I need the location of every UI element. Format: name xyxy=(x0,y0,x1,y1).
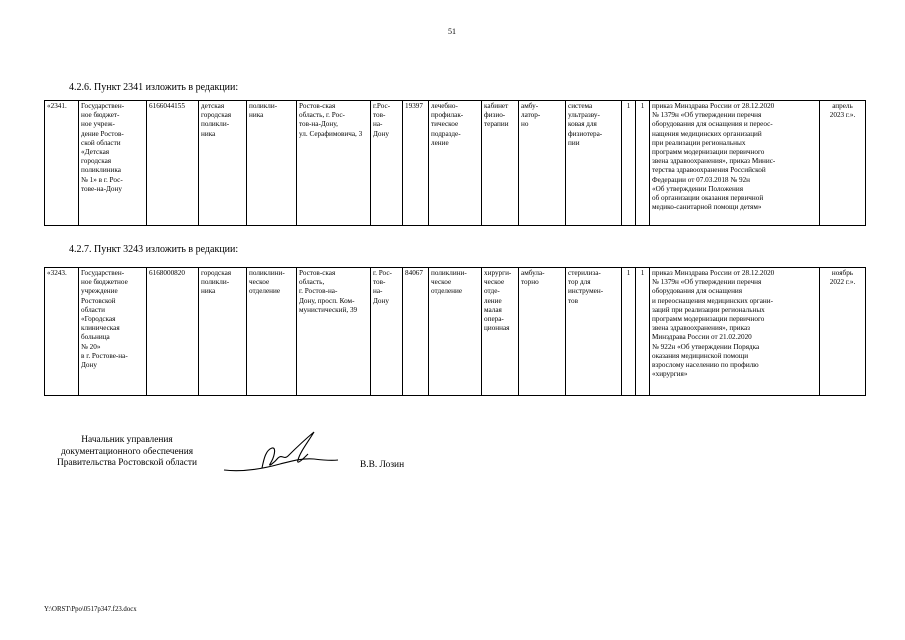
quantity-cell: 1 xyxy=(636,268,650,396)
organization-name-cell: Государствен- ное бюджетное учреждение Ростовской области «Городская клиническая больница № 20» в г. Ростове-на- Дону xyxy=(79,268,147,396)
organization-type-cell: городская поликли- ника xyxy=(199,268,247,396)
document-file-path: Y:\ORST\Ppo\0517p347.f23.docx xyxy=(44,606,137,613)
cabinet-cell: хирурги- ческое отде- ление малая опера- ционная xyxy=(482,268,519,396)
section-heading-3243: 4.2.7. Пункт 3243 изложить в редакции: xyxy=(69,244,239,255)
deadline-cell: апрель 2023 г.». xyxy=(820,101,866,226)
population-cell: 19397 xyxy=(403,101,429,226)
address-cell: Ростов-ская область, г. Ростов-на- Дону, просп. Ком- мунистический, 39 xyxy=(297,268,371,396)
handwritten-signature xyxy=(222,428,340,478)
legal-basis-cell: приказ Минздрава России от 28.12.2020 № 1379н «Об утверждении перечня оборудования для оснащения и переоснащения медицинских органи- заций при реализации региональных программ модернизации первичного звена здравоохранения», приказ Минздрава России от 21.02.2020 № 922н «Об утверждении Порядка оказания медицинской помощи взрослому населению по профилю «хирургия» xyxy=(650,268,820,396)
population-cell: 84067 xyxy=(403,268,429,396)
organization-type-cell: детская городская поликли- ника xyxy=(199,101,247,226)
deadline-cell: ноябрь 2022 г.». xyxy=(820,268,866,396)
cabinet-cell: кабинет физио- терапии xyxy=(482,101,519,226)
section-heading-2341: 4.2.6. Пункт 2341 изложить в редакции: xyxy=(69,82,239,93)
legal-basis-cell: приказ Минздрава России от 28.12.2020 № 1379н «Об утверждении перечня оборудования для оснащения и переос- нащения медицинских организаций при реализации региональных программ модернизации первичного звена здравоохранения», приказ Минис- терства здравоохранения Российской Федерации от 07.03.2018 № 92н «Об утверждении Положения об организации оказания первичной медико-санитарной помощи детям» xyxy=(650,101,820,226)
organization-name-cell: Государствен- ное бюджет- ное учреж- дение Ростов- ской области «Детская городская поликлиника № 1» в г. Рос- тове-на-Дону xyxy=(79,101,147,226)
structural-unit-cell: поликлини- ческое отделение xyxy=(247,268,297,396)
quantity-cell: 1 xyxy=(636,101,650,226)
row-number-cell: «3243. xyxy=(45,268,79,396)
inn-cell: 6166044155 xyxy=(147,101,199,226)
row-number-cell: «2341. xyxy=(45,101,79,226)
page-number: 51 xyxy=(448,27,456,36)
quantity-cell: 1 xyxy=(622,101,636,226)
care-form-cell: амбула- торно xyxy=(519,268,566,396)
care-form-cell: амбу- латор- но xyxy=(519,101,566,226)
registry-table-3243 xyxy=(44,267,866,396)
quantity-cell: 1 xyxy=(622,268,636,396)
department-cell: поликлини- ческое отделение xyxy=(429,268,482,396)
locality-cell: г. Рос- тов- на- Дону xyxy=(371,268,403,396)
equipment-cell: система ультразву- ковая для физиотера- пии xyxy=(566,101,622,226)
locality-cell: г.Рос- тов- на- Дону xyxy=(371,101,403,226)
signatory-title: Начальник управления документационного обеспечения Правительства Ростовской области xyxy=(56,435,198,469)
registry-table-2341 xyxy=(44,100,866,226)
department-cell: лечебно- профилак- тическое подразде- ление xyxy=(429,101,482,226)
structural-unit-cell: поликли- ника xyxy=(247,101,297,226)
signatory-name: В.В. Лозин xyxy=(360,460,405,470)
inn-cell: 6168000820 xyxy=(147,268,199,396)
address-cell: Ростов-ская область, г. Рос- тов-на-Дону, ул. Серафимовича, 3 xyxy=(297,101,371,226)
equipment-cell: стерилиза- тор для инструмен- тов xyxy=(566,268,622,396)
